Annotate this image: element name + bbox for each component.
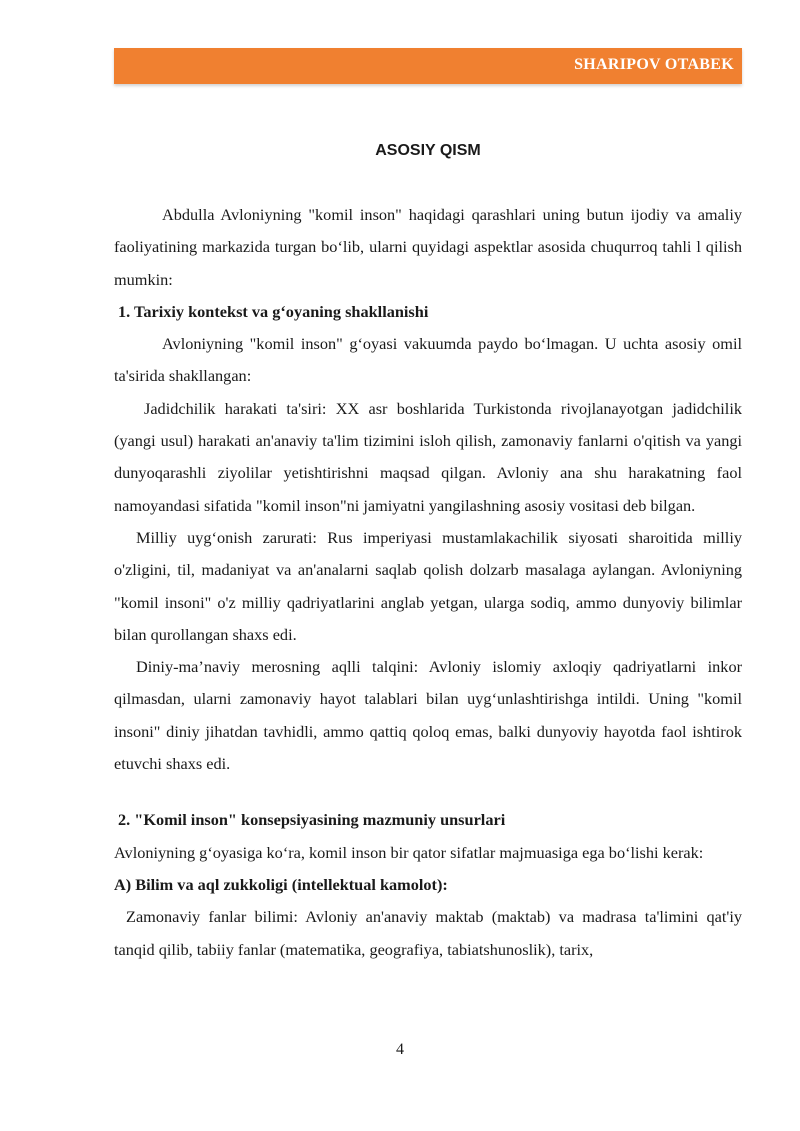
body-paragraph: Milliy uyg‘onish zarurati: Rus imperiyasi mustamlakachilik siyosati sharoitida milliy o'zligini, til, madaniyat va an'analarni saqlab qolish dolzarb masalaga aylangan. Avloniyning "komil insoni" o'z milliy qadriyatlarini anglab yetgan, ularga sodiq, ammo dunyoviy bilimlar bilan qurollangan shaxs edi.	[114, 527, 742, 644]
page-number: 4	[396, 1041, 404, 1058]
paragraph-spacer	[114, 780, 742, 804]
body-paragraph: Avloniyning g‘oyasiga ko‘ra, komil inson bir qator sifatlar majmuasiga ega bo‘lishi kerak:	[114, 842, 704, 862]
body-paragraph: Jadidchilik harakati ta'siri: XX asr boshlarida Turkistonda rivojlanayotgan jadidchilik (yangi usul) harakati an'anaviy ta'lim tizimini isloh qilish, zamonaviy fanlarni o'qitish va yangi dunyoqarashli ziyolilar yetishtirishni maqsad qilgan. Avloniy ana shu harakatning faol namoyandasi sifatida "komil inson"ni jamiyatni yangilashning asosiy vositasi deb bilgan.	[114, 398, 742, 515]
section-title: ASOSIY QISM	[375, 142, 481, 159]
heading-concept-elements: 2. "Komil inson" konsepsiyasining mazmuniy unsurlari	[118, 810, 506, 830]
heading-historical-context: 1. Tarixiy kontekst va g‘oyaning shakllanishi	[118, 301, 429, 321]
body-paragraph: Avloniyning "komil inson" g‘oyasi vakuumda paydo bo‘lmagan. U uchta asosiy omil ta'sirida shakllangan:	[114, 334, 742, 386]
header-author: SHARIPOV OTABEK	[574, 56, 734, 73]
body-paragraph: Zamonaviy fanlar bilimi: Avloniy an'anaviy maktab (maktab) va madrasa ta'limini qat'iy tanqid qilib, tabiiy fanlar (matematika, geografiya, tabiatshunoslik), tarix,	[114, 907, 742, 959]
body-paragraph: Diniy-ma’naviy merosning aqlli talqini: Avloniy islomiy axloqiy qadriyatlarni inkor qilmasdan, ularni zamonaviy hayot talablari bilan uyg‘unlashtirishga intildi. Uning "komil insoni" diniy jihatdan tavhidli, ammo qattiq qoloq emas, balki dunyoviy hayotda faol ishtirok etuvchi shaxs edi.	[114, 657, 742, 774]
heading-intellectual-perfection: A) Bilim va aql zukkoligi (intellektual kamolot):	[114, 874, 448, 894]
document-body	[114, 199, 742, 966]
intro-paragraph: Abdulla Avloniyning "komil inson" haqidagi qarashlari uning butun ijodiy va amaliy faoliyatining markazida turgan bo‘lib, ularni quyidagi aspektlar asosida chuqurroq tahli l qilish mumkin:	[114, 205, 742, 289]
header-bar	[114, 48, 742, 84]
